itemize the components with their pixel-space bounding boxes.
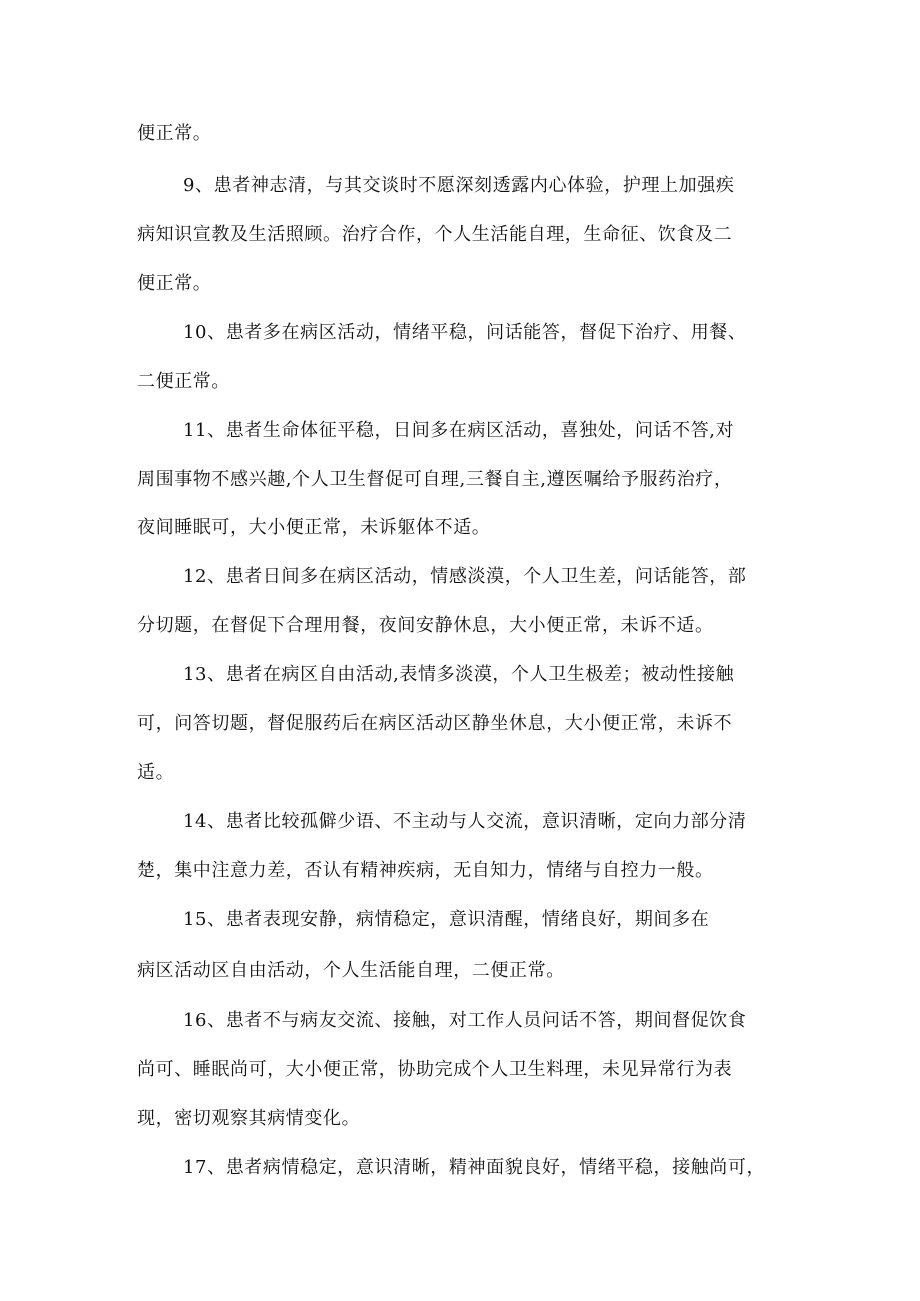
text-line: 16、患者不与病友交流、接触，对工作人员问话不答，期间督促饮食 (183, 1010, 747, 1031)
text-line: 便正常。 (137, 123, 212, 144)
text-line: 夜间睡眠可，大小便正常，未诉躯体不适。 (137, 517, 491, 538)
text-line: 二便正常。 (137, 371, 230, 392)
text-line: 11、患者生命体征平稳，日间多在病区活动，喜独处，问话不答,对 (183, 420, 735, 441)
text-line: 13、患者在病区自由活动,表情多淡漠，个人卫生极差；被动性接触 (183, 664, 735, 685)
text-line: 便正常。 (137, 273, 212, 294)
text-line: 适。 (137, 762, 175, 783)
text-line: 可，问答切题，督促服药后在病区活动区静坐休息，大小便正常，未诉不 (137, 713, 733, 734)
text-line: 周围事物不感兴趣,个人卫生督促可自理,三餐自主,遵医嘱给予服药治疗， (137, 469, 733, 490)
text-line: 现，密切观察其病情变化。 (137, 1108, 361, 1129)
text-line: 9、患者神志清，与其交谈时不愿深刻透露内心体验，护理上加强疾 (183, 175, 735, 196)
text-line: 楚，集中注意力差，否认有精神疾病，无自知力，情绪与自控力一般。 (137, 860, 714, 881)
text-line: 分切题，在督促下合理用餐，夜间安静休息，大小便正常，未诉不适。 (137, 615, 714, 636)
text-line: 17、患者病情稳定，意识清晰，精神面貌良好，情绪平稳，接触尚可， (183, 1157, 766, 1178)
text-line: 病知识宣教及生活照顾。治疗合作，个人生活能自理，生命征、饮食及二 (137, 224, 733, 245)
text-line: 14、患者比较孤僻少语、不主动与人交流，意识清晰，定向力部分清 (183, 811, 747, 832)
text-line: 12、患者日间多在病区活动，情感淡漠，个人卫生差，问话能答，部 (183, 566, 747, 587)
text-line: 尚可、睡眠尚可，大小便正常，协助完成个人卫生料理，未见异常行为表 (137, 1059, 733, 1080)
text-line: 病区活动区自由活动，个人生活能自理，二便正常。 (137, 960, 565, 981)
text-line: 15、患者表现安静，病情稳定，意识清醒，情绪良好，期间多在 (183, 909, 710, 930)
text-line: 10、患者多在病区活动，情绪平稳，问话能答，督促下治疗、用餐、 (183, 322, 747, 343)
